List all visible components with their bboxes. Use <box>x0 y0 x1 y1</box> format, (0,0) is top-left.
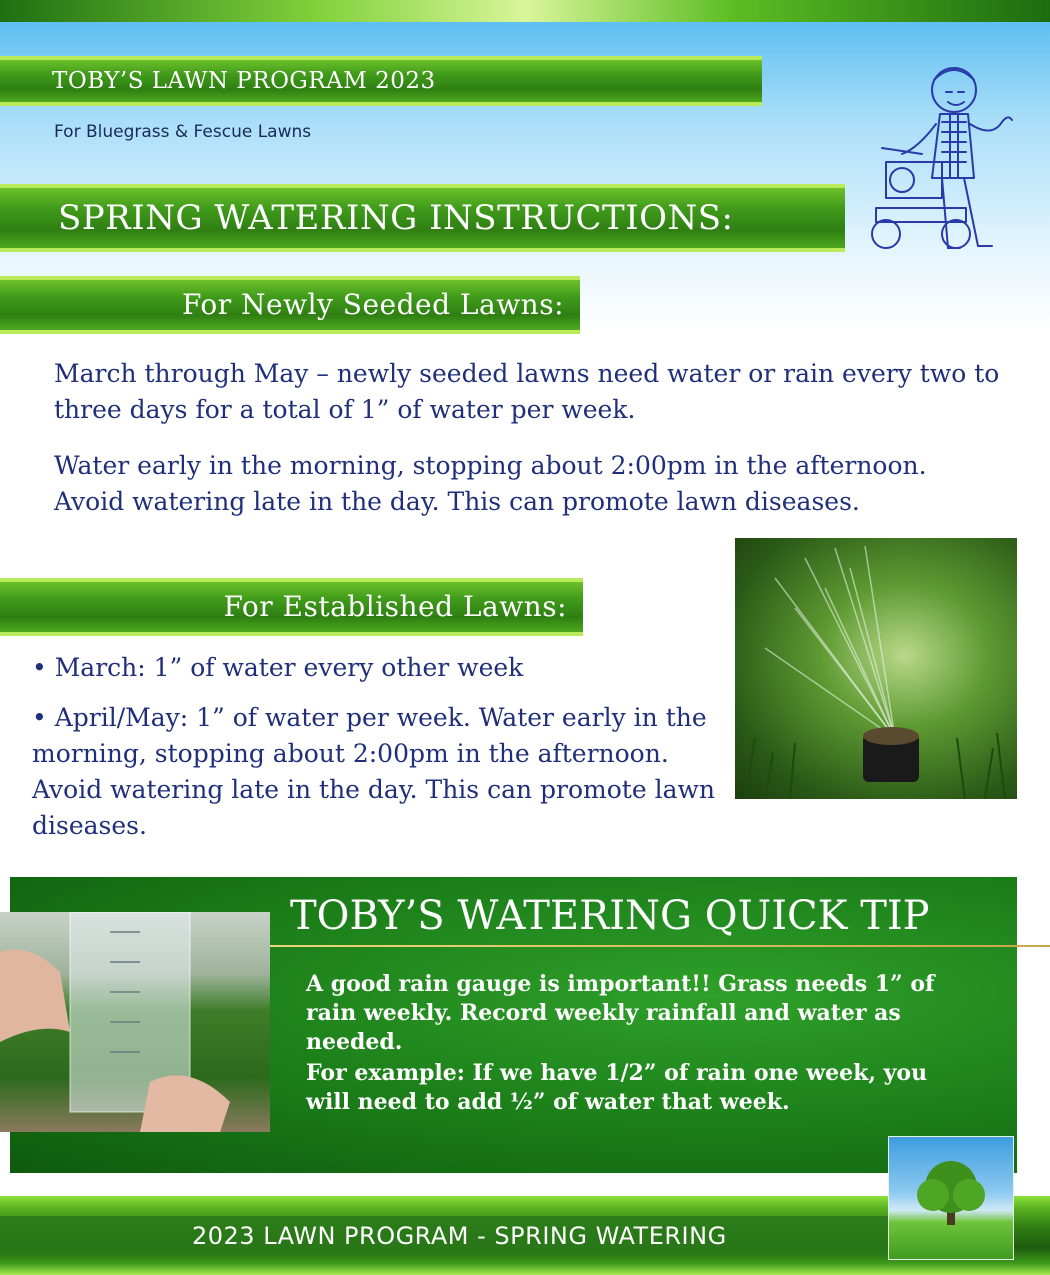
quick-tip-paragraph-2: For example: If we have 1/2” of rain one week, you will need to add ½” of water that week. <box>306 1060 928 1115</box>
rain-gauge-photo <box>0 912 270 1132</box>
quick-tip-paragraph-1: A good rain gauge is important!! Grass needs 1” of rain weekly. Record weekly rainfall and water as needed. <box>306 971 935 1055</box>
newly-seeded-banner <box>0 276 580 334</box>
quick-tip-divider <box>270 945 1050 947</box>
rain-gauge-graphic <box>0 912 270 1132</box>
newly-seeded-paragraph-1: March through May – newly seeded lawns need water or rain every two to three days for a total of 1” of water per week. <box>54 359 1000 424</box>
newly-seeded-heading: For Newly Seeded Lawns: <box>182 288 564 321</box>
program-title-banner <box>0 56 762 106</box>
quick-tip-title: TOBY’S WATERING QUICK TIP <box>290 893 930 939</box>
footer-text: 2023 LAWN PROGRAM - SPRING WATERING <box>192 1222 727 1250</box>
top-decorative-strip <box>0 0 1050 22</box>
sprinkler-spray-graphic <box>735 538 1017 799</box>
program-subtitle: For Bluegrass & Fescue Lawns <box>54 122 312 142</box>
tree-graphic <box>889 1137 1013 1259</box>
established-bullet-march: • March: 1” of water every other week <box>32 653 524 682</box>
main-heading: SPRING WATERING INSTRUCTIONS: <box>58 198 734 238</box>
sprinkler-photo <box>735 538 1017 799</box>
quick-tip-text <box>306 970 946 1117</box>
tree-thumbnail <box>888 1136 1014 1260</box>
program-title: TOBY’S LAWN PROGRAM 2023 <box>52 68 436 94</box>
newly-seeded-paragraph-2: Water early in the morning, stopping about 2:00pm in the afternoon. Avoid watering late in the day. This can promote lawn diseases. <box>54 451 927 516</box>
established-bullet-april-may: • April/May: 1” of water per week. Water early in the morning, stopping about 2:00pm in the afternoon. Avoid watering late in the day. This can promote lawn diseases. <box>32 703 715 840</box>
mascot-illustration <box>862 58 1038 258</box>
established-banner <box>0 578 583 636</box>
main-heading-banner <box>0 184 845 252</box>
established-heading: For Established Lawns: <box>223 590 567 623</box>
